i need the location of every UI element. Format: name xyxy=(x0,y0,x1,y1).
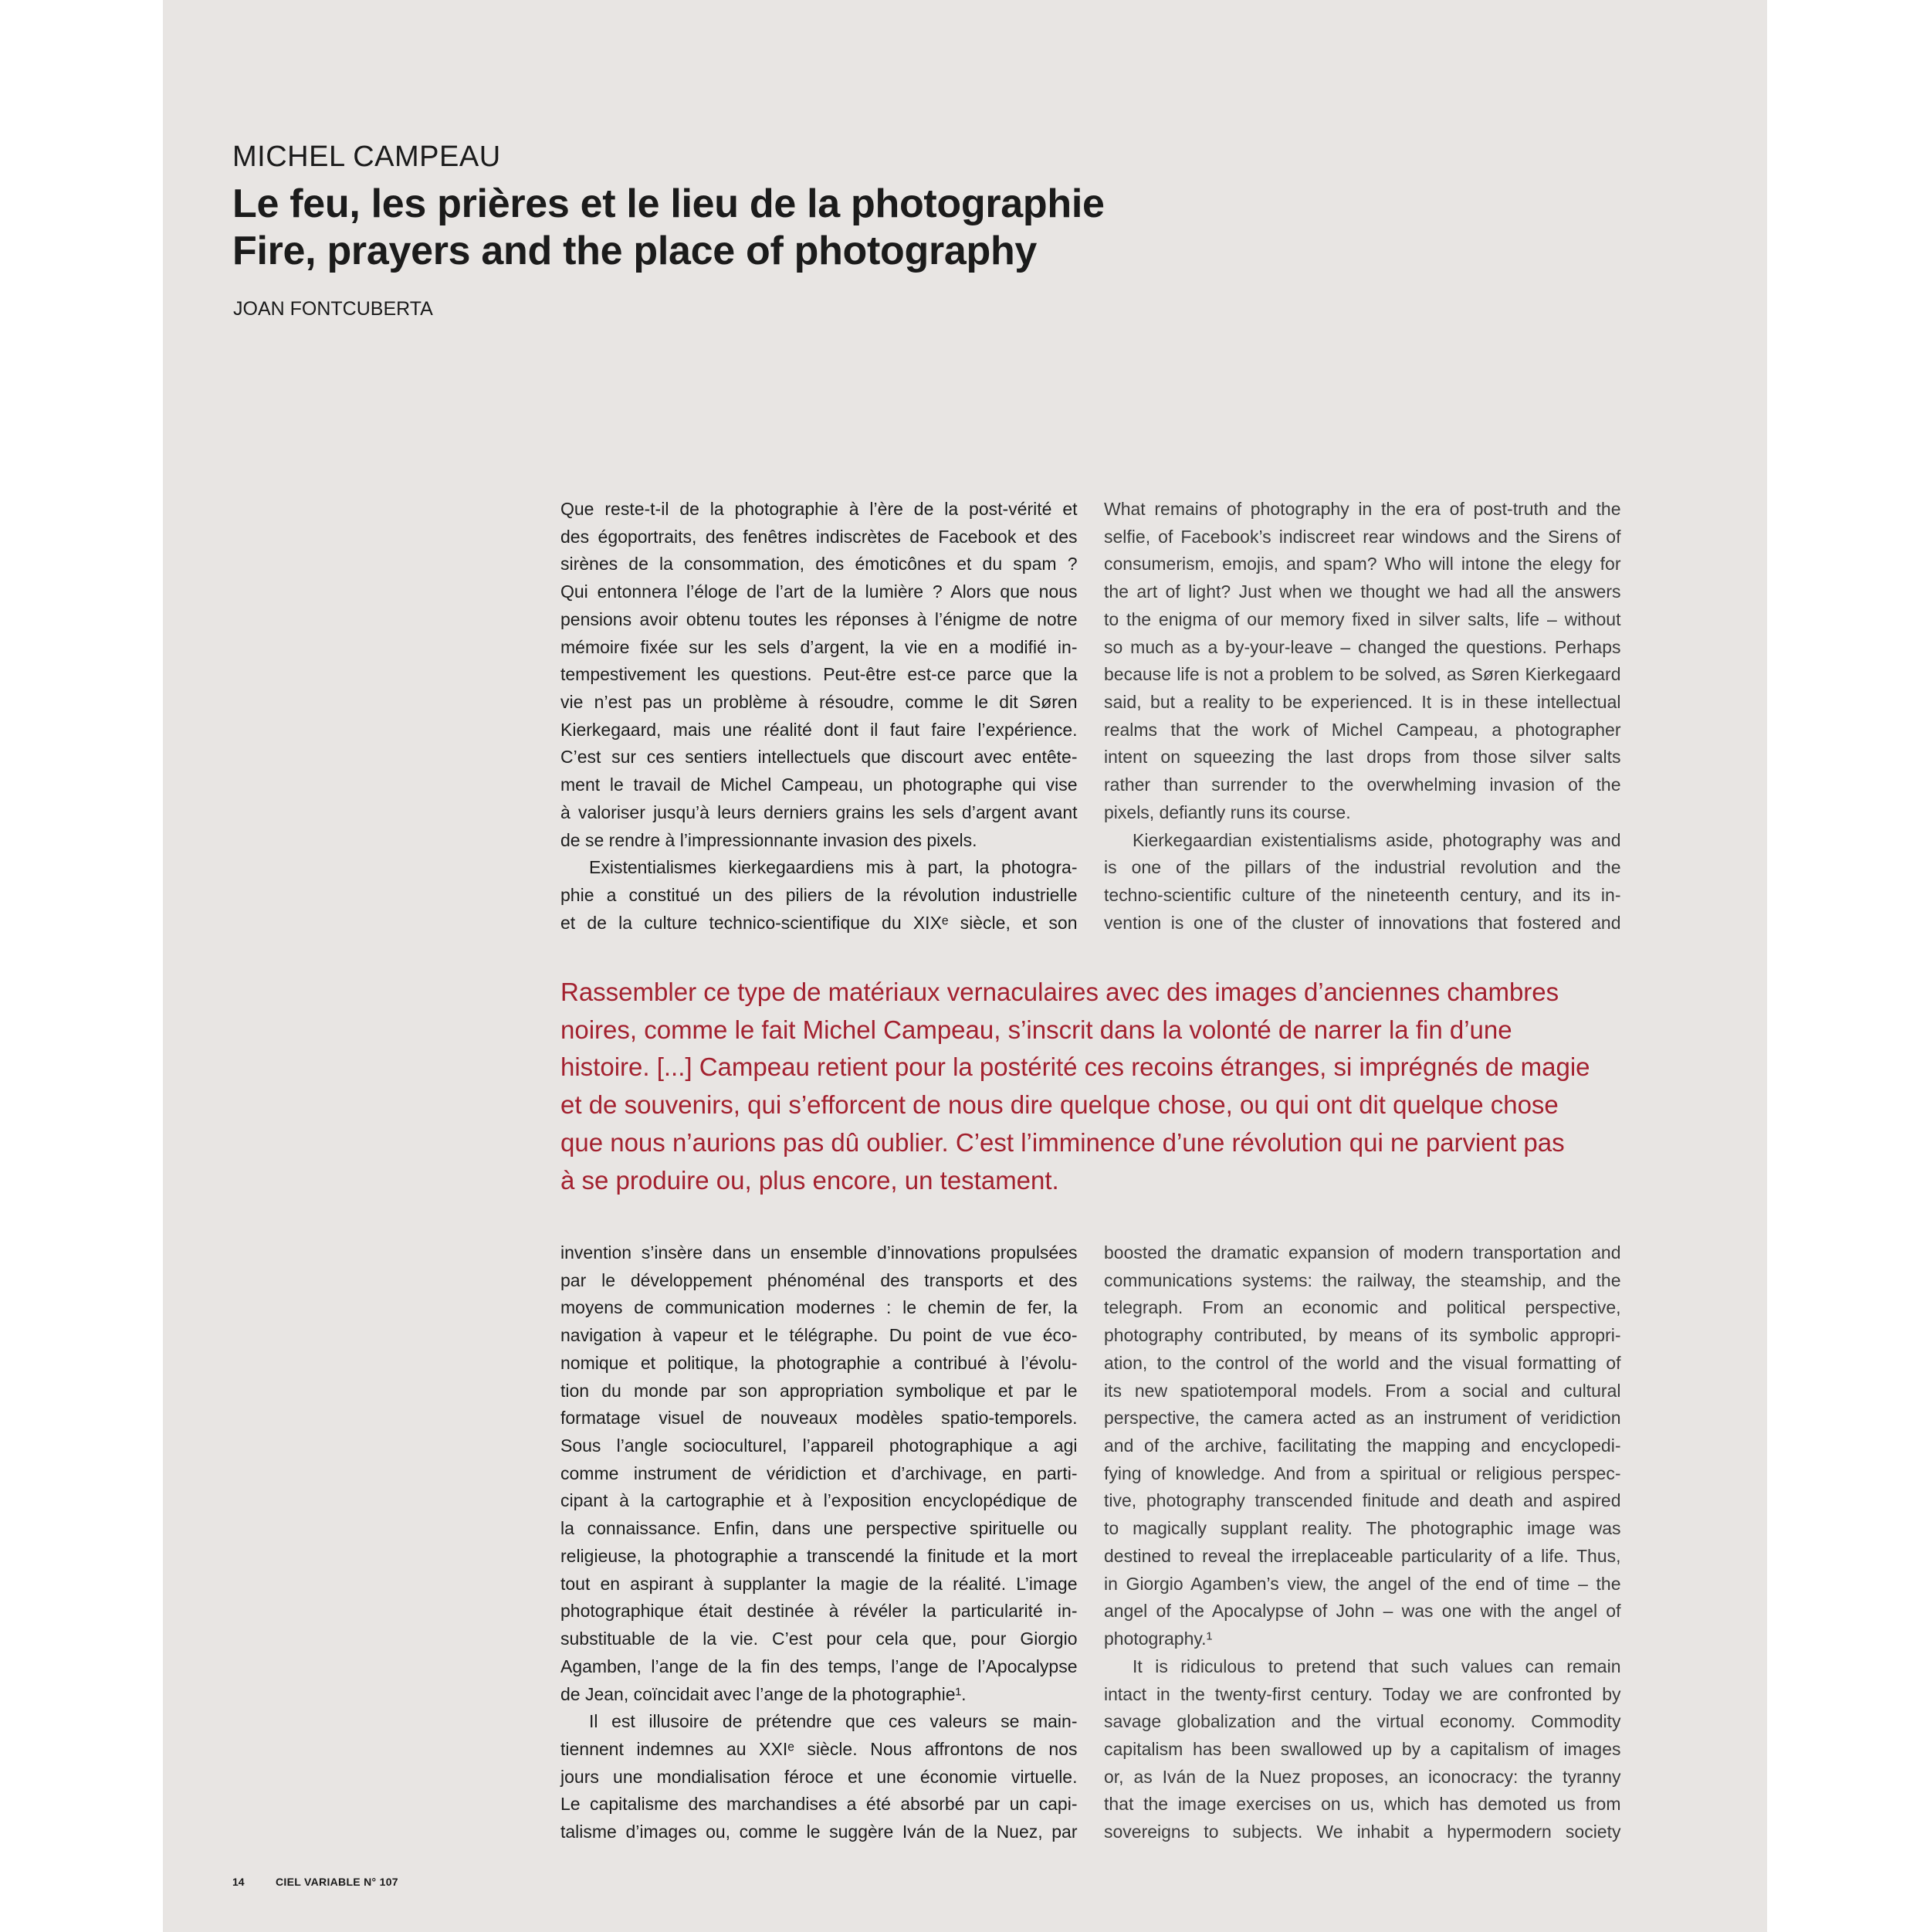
french-text-line: substituable de la vie. C’est pour cela que, pour Giorgio xyxy=(560,1629,1078,1649)
english-text-line: angel of the Apocalypse of John – was one with the angel of xyxy=(1104,1601,1621,1622)
english-text-line: fying of knowledge. And from a spiritual or religious perspec- xyxy=(1104,1463,1621,1483)
french-text-line: C’est sur ces sentiers intellectuels que discourt avec entête- xyxy=(560,747,1078,768)
pull-quote-line: que nous n’aurions pas dû oublier. C’est l’imminence d’une révolution qui ne parvient pas xyxy=(560,1127,1565,1157)
french-text-line: photographique était destinée à révéler la particularité in- xyxy=(560,1601,1078,1622)
french-text-line: et de la culture technico-scientifique du XIXᵉ siècle, et son xyxy=(560,912,1078,933)
article-title-fr: Le feu, les prières et le lieu de la photographie xyxy=(232,181,1105,226)
pull-quote-line: Rassembler ce type de matériaux vernaculaires avec des images d’anciennes chambres xyxy=(560,978,1559,1006)
pull-quote xyxy=(560,974,1626,1199)
french-text-line: navigation à vapeur et le télégraphe. Du point de vue éco- xyxy=(560,1325,1078,1346)
english-text-line: in Giorgio Agamben’s view, the angel of the end of time – the xyxy=(1104,1573,1621,1594)
english-text-line: said, but a reality to be experienced. It is in these intellectual xyxy=(1104,692,1621,713)
english-text-line: perspective, the camera acted as an instrument of veridiction xyxy=(1104,1408,1621,1429)
french-text-line: à valoriser jusqu’à leurs derniers grains les sels d’argent avant xyxy=(560,802,1078,822)
pull-quote-line: noires, comme le fait Michel Campeau, s’inscrit dans la volonté de narrer la fin d’une xyxy=(560,1015,1512,1044)
article-title xyxy=(232,181,1105,275)
french-text-line: Le capitalisme des marchandises a été absorbé par un capi- xyxy=(560,1794,1078,1815)
english-text-line: capitalism has been swallowed up by a capitalism of images xyxy=(1104,1738,1621,1759)
french-text-line: Existentialismes kierkegaardiens mis à part, la photogra- xyxy=(589,857,1078,878)
english-column-lower xyxy=(1104,1239,1621,1846)
english-text-line: Kierkegaardian existentialisms aside, photography was and xyxy=(1133,829,1621,850)
english-text-line: techno-scientific culture of the nineteenth century, and its in- xyxy=(1104,885,1621,906)
publication-name: CIEL VARIABLE N° 107 xyxy=(276,1876,398,1888)
french-text-line: invention s’insère dans un ensemble d’innovations propulsées xyxy=(560,1242,1078,1263)
french-text-line: tout en aspirant à supplanter la magie de la réalité. L’image xyxy=(560,1573,1078,1594)
english-text-line: pixels, defiantly runs its course. xyxy=(1104,802,1351,822)
french-text-line: de Jean, coïncidait avec l’ange de la photographie¹. xyxy=(560,1683,967,1704)
author-name: JOAN FONTCUBERTA xyxy=(233,298,433,320)
french-text-line: religieuse, la photographie a transcendé la finitude et la mort xyxy=(560,1545,1078,1566)
pull-quote-line: à se produire ou, plus encore, un testament. xyxy=(560,1165,1059,1195)
english-text-line: because life is not a problem to be solved, as Søren Kierkegaard xyxy=(1104,664,1621,685)
english-text-line: selfie, of Facebook’s indiscreet rear windows and the Sirens of xyxy=(1104,526,1621,547)
article-title-en: Fire, prayers and the place of photography xyxy=(232,229,1038,273)
french-text-line: Kierkegaard, mais une réalité dont il faut faire l’expérience. xyxy=(560,719,1078,740)
english-text-line: is one of the pillars of the industrial revolution and the xyxy=(1104,857,1621,878)
french-text-line: Il est illusoire de prétendre que ces valeurs se main- xyxy=(589,1711,1078,1732)
english-text-line: to the enigma of our memory fixed in silver salts, life – without xyxy=(1104,608,1621,629)
pull-quote-line: histoire. [...] Campeau retient pour la postérité ces recoins étranges, si imprégnés de magie xyxy=(560,1052,1590,1082)
french-text-line: tiennent indemnes au XXIᵉ siècle. Nous affrontons de nos xyxy=(560,1738,1078,1759)
english-text-line: consumerism, emojis, and spam? Who will intone the elegy for xyxy=(1104,554,1621,575)
english-text-line: telegraph. From an economic and political perspective, xyxy=(1104,1297,1621,1318)
french-text-line: tempestivement les questions. Peut-être est-ce parce que la xyxy=(560,664,1078,685)
french-text-line: de se rendre à l’impressionnante invasion des pixels. xyxy=(560,829,977,850)
french-column-upper xyxy=(560,496,1078,937)
french-text-line: par le développement phénoménal des transports et des xyxy=(560,1269,1078,1290)
french-text-line: sirènes de la consommation, des émoticônes et du spam ? xyxy=(560,554,1078,575)
french-text-line: cipant à la cartographie et à l’exposition encyclopédique de xyxy=(560,1490,1078,1511)
english-text-line: so much as a by-your-leave – changed the questions. Perhaps xyxy=(1104,636,1621,657)
french-text-line: des égoportraits, des fenêtres indiscrètes de Facebook et des xyxy=(560,526,1078,547)
french-text-line: pensions avoir obtenu toutes les réponses à l’énigme de notre xyxy=(560,608,1078,629)
english-text-line: that the image exercises on us, which has demoted us from xyxy=(1104,1794,1621,1815)
french-text-line: la connaissance. Enfin, dans une perspective spirituelle ou xyxy=(560,1518,1078,1539)
french-text-line: comme instrument de véridiction et d’archivage, en parti- xyxy=(560,1463,1078,1483)
french-text-line: moyens de communication modernes : le chemin de fer, la xyxy=(560,1297,1078,1318)
artist-name: MICHEL CAMPEAU xyxy=(232,141,501,173)
english-text-line: savage globalization and the virtual economy. Commodity xyxy=(1104,1711,1621,1732)
english-text-line: It is ridiculous to pretend that such values can remain xyxy=(1133,1656,1621,1676)
pull-quote-line: et de souvenirs, qui s’efforcent de nous dire quelque chose, ou qui ont dit quelque chose xyxy=(560,1090,1559,1120)
french-text-line: formatage visuel de nouveaux modèles spatio-temporels. xyxy=(560,1408,1078,1429)
english-text-line: the art of light? Just when we thought we had all the answers xyxy=(1104,581,1621,602)
french-text-line: phie a constitué un des piliers de la révolution industrielle xyxy=(560,885,1078,906)
english-text-line: What remains of photography in the era of post-truth and the xyxy=(1104,499,1621,519)
french-text-line: Agamben, l’ange de la fin des temps, l’ange de l’Apocalypse xyxy=(560,1656,1078,1676)
english-text-line: photography.¹ xyxy=(1104,1629,1213,1649)
english-text-line: sovereigns to subjects. We inhabit a hypermodern society xyxy=(1104,1822,1621,1842)
page-number: 14 xyxy=(232,1876,245,1888)
english-text-line: photography contributed, by means of its symbolic appropri- xyxy=(1104,1325,1621,1346)
english-text-line: vention is one of the cluster of innovations that fostered and xyxy=(1104,912,1621,933)
english-text-line: destined to reveal the irreplaceable particularity of a life. Thus, xyxy=(1104,1545,1621,1566)
english-text-line: or, as Iván de la Nuez proposes, an iconocracy: the tyranny xyxy=(1104,1766,1621,1787)
english-text-line: boosted the dramatic expansion of modern transportation and xyxy=(1104,1242,1621,1263)
french-text-line: vie n’est pas un problème à résoudre, comme le dit Søren xyxy=(560,692,1078,713)
english-text-line: communications systems: the railway, the steamship, and the xyxy=(1104,1269,1621,1290)
french-text-line: mémoire fixée sur les sels d’argent, la vie en a modifié in- xyxy=(560,636,1078,657)
english-text-line: to magically supplant reality. The photographic image was xyxy=(1104,1518,1621,1539)
french-text-line: nomique et politique, la photographie a contribué à l’évolu- xyxy=(560,1352,1078,1373)
english-text-line: realms that the work of Michel Campeau, a photographer xyxy=(1104,719,1621,740)
french-text-line: Que reste-t-il de la photographie à l’ère de la post-vérité et xyxy=(560,499,1078,519)
french-text-line: jours une mondialisation féroce et une économie virtuelle. xyxy=(560,1766,1078,1787)
english-text-line: intent on squeezing the last drops from those silver salts xyxy=(1104,747,1621,768)
english-text-line: rather than surrender to the overwhelming invasion of the xyxy=(1104,774,1621,795)
french-text-line: talisme d’images ou, comme le suggère Iván de la Nuez, par xyxy=(560,1822,1078,1842)
french-text-line: ment le travail de Michel Campeau, un photographe qui vise xyxy=(560,774,1078,795)
french-text-line: Sous l’angle socioculturel, l’appareil photographique a agi xyxy=(560,1435,1078,1456)
english-text-line: and of the archive, facilitating the mapping and encyclopedi- xyxy=(1104,1435,1621,1456)
french-column-lower xyxy=(560,1239,1078,1846)
english-text-line: intact in the twenty-first century. Today we are confronted by xyxy=(1104,1683,1621,1704)
english-text-line: its new spatiotemporal models. From a social and cultural xyxy=(1104,1380,1621,1401)
english-text-line: tive, photography transcended finitude and death and aspired xyxy=(1104,1490,1621,1511)
french-text-line: Qui entonnera l’éloge de l’art de la lumière ? Alors que nous xyxy=(560,581,1078,602)
english-column-upper xyxy=(1104,496,1621,937)
english-text-line: ation, to the control of the world and the visual formatting of xyxy=(1104,1352,1621,1373)
french-text-line: tion du monde par son appropriation symbolique et par le xyxy=(560,1380,1078,1401)
